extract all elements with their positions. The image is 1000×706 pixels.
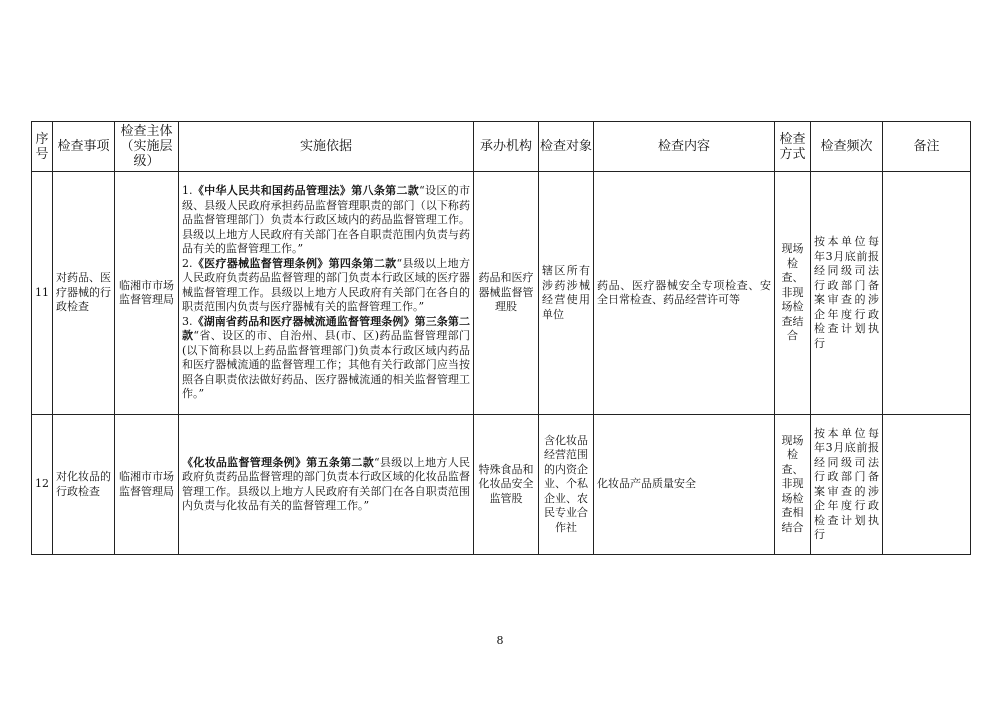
basis-clause: 《化妆品监督管理条例》第五条第二款“县级以上地方人民政府负责药品监督管理的部门负责本行政区域的化妆品监督管理工作。县级以上地方人民政府有关部门在各自职责范围内负责与化妆品有关的监督管理工作。” — [182, 455, 470, 512]
row-target: 含化妆品经营范围的内资企业、个私企业、农民专业合作社 — [539, 415, 594, 555]
header-frequency: 检查频次 — [811, 122, 883, 172]
row-remark — [883, 415, 971, 555]
row-method: 现场检查、非现场检查相结合 — [775, 415, 811, 555]
row-subject: 临湘市市场监督管理局 — [115, 415, 179, 555]
row-agency: 药品和医疗器械监督管理股 — [474, 172, 539, 415]
table-row — [32, 415, 971, 555]
row-no: 12 — [32, 415, 53, 555]
row-subject: 临湘市市场监督管理局 — [115, 172, 179, 415]
row-agency: 特殊食品和化妆品安全监管股 — [474, 415, 539, 555]
header-remark: 备注 — [883, 122, 971, 172]
header-target: 检查对象 — [539, 122, 594, 172]
row-frequency: 按本单位每年3月底前报经同级司法行政部门备案审查的涉企年度行政检查计划执行 — [811, 172, 883, 415]
header-method: 检查方式 — [775, 122, 811, 172]
row-content: 化妆品产品质量安全 — [594, 415, 775, 555]
row-remark — [883, 172, 971, 415]
page-number: 8 — [496, 634, 504, 647]
header-no: 序号 — [32, 122, 53, 172]
header-content: 检查内容 — [594, 122, 775, 172]
header-agency: 承办机构 — [474, 122, 539, 172]
row-method: 现场检查、非现场检查结合 — [775, 172, 811, 415]
header-subject: 检查主体（实施层级） — [115, 122, 179, 172]
row-item: 对化妆品的行政检查 — [53, 415, 115, 555]
row-basis — [179, 172, 474, 415]
row-target: 辖区所有涉药涉械经营使用单位 — [539, 172, 594, 415]
basis-clause: 2.《医疗器械监督管理条例》第四条第二款“县级以上地方人民政府负责药品监督管理的部门负责本行政区域的医疗器械监督管理工作。县级以上地方人民政府有关部门在各自的职责范围内负责与医疗器械有关的监督管理工作。” — [182, 256, 470, 314]
basis-clause: 1.《中华人民共和国药品管理法》第八条第二款“设区的市级、县级人民政府承担药品监督管理职责的部门（以下称药品监督管理部门）负责本行政区域内的药品监督管理工作。县级以上地方人民政府有关部门在各自职责范围内负责与药品有关的监督管理工作。” — [182, 184, 471, 256]
header-basis: 实施依据 — [179, 122, 474, 172]
row-basis — [179, 415, 474, 555]
header-row — [32, 122, 971, 172]
header-item: 检查事项 — [53, 122, 115, 172]
row-frequency: 按本单位每年3月底前报经同级司法行政部门备案审查的涉企年度行政检查计划执行 — [811, 415, 883, 555]
basis-clause: 3.《湖南省药品和医疗器械流通监督管理条例》第三条第二款“省、设区的市、自治州、县(市、区)药品监督管理部门(以下简称县以上药品监督管理部门)负责本行政区域内药品和医疗器械流通的监督管理工作；其他有关行政部门应当按照各自职责依法做好药品、医疗器械流通的相关监督管理工作。” — [182, 314, 471, 401]
inspection-table — [31, 121, 971, 555]
row-no: 11 — [32, 172, 53, 415]
row-item: 对药品、医疗器械的行政检查 — [53, 172, 115, 415]
row-content: 药品、医疗器械安全专项检查、安全日常检查、药品经营许可等 — [594, 172, 775, 415]
table-row — [32, 172, 971, 415]
